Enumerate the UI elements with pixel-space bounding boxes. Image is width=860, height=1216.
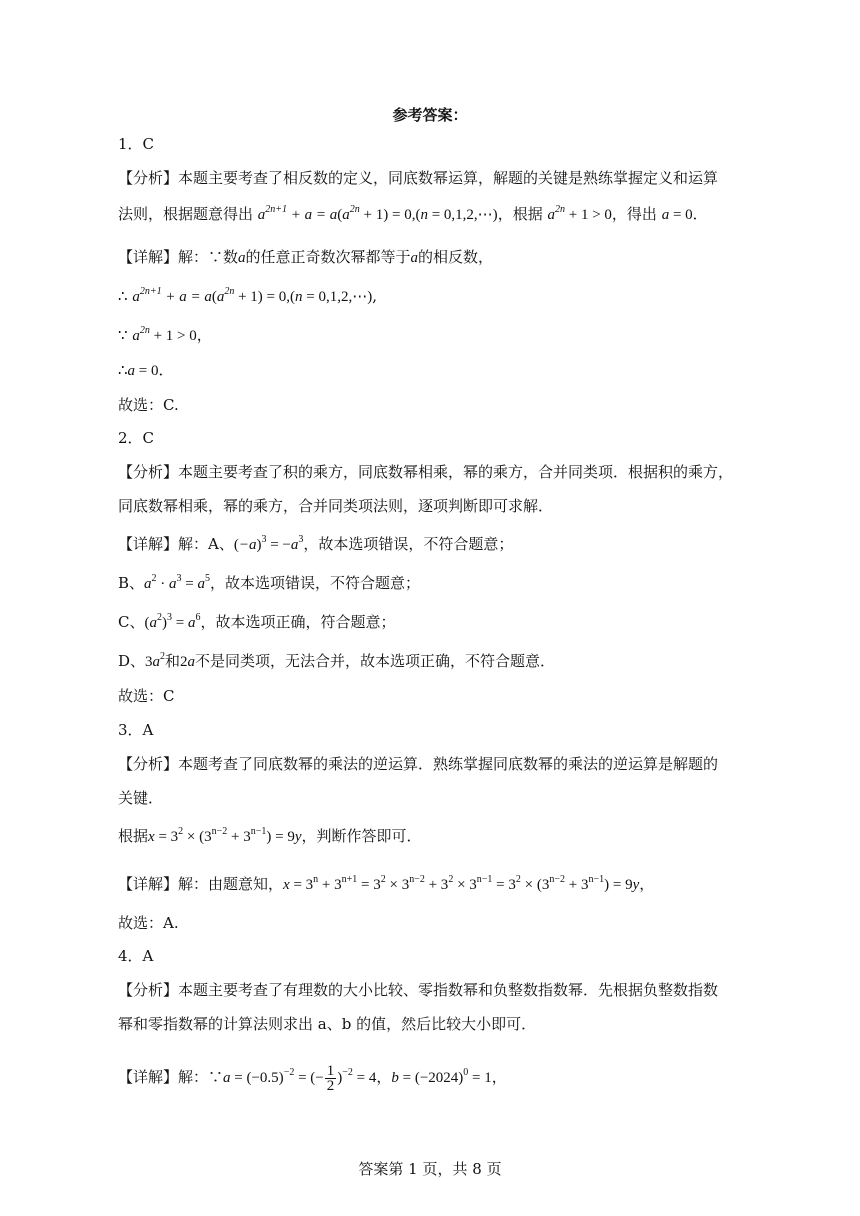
q4-number: 4．A	[118, 947, 154, 965]
q1-detail-conclusion: ∴a = 0．	[118, 361, 174, 379]
page-footer: 答案第 1 页，共 8 页	[358, 1160, 502, 1178]
q1-formula-positive: $a^{2n} + 1 > 0$	[547, 204, 612, 223]
q1-choose: 故选：C.	[118, 396, 179, 414]
q3-analysis-line2: 关键．	[118, 789, 164, 807]
q1-detail-therefore: ∴ $a^{2n+1} + a = a(a^{2n} + 1) = 0,(n$ = 0,1,2,⋯),	[118, 286, 377, 305]
q1-analysis-line1: 【分析】本题主要考查了相反数的定义，同底数幂运算，解题的关键是熟练掌握定义和运算	[118, 169, 719, 187]
q2-option-a: 【详解】解：A、$(-a)^3 = -a^3$，故本选项错误，不符合题意；	[118, 534, 514, 553]
q3-detail: 【详解】解：由题意知，$x = 3^n + 3^{n+1} = 3^2 \times 3^{n-2} + 3^2 \times 3^{n-1} = 3^2 \times (3^{n-2} + 3^{n-1}) = 9y$，	[118, 874, 655, 893]
page-title: 参考答案：	[392, 106, 468, 124]
q1-formula-expansion: $a^{2n+1} + a = a(a^{2n} + 1) = 0,(n$ = 0,1,2,⋯)	[257, 204, 498, 223]
q2-analysis-line1: 【分析】本题主要考查了积的乘方，同底数幂相乘，幂的乘方，合并同类项．根据积的乘方，	[118, 463, 734, 481]
q1-formula-result: a = 0	[661, 207, 693, 223]
q2-number: 2．C	[118, 429, 155, 447]
q2-option-c: C、$(a^2)^3 = a^6$，故本选项正确，符合题意；	[118, 612, 396, 631]
q3-number: 3．A	[118, 721, 154, 739]
q2-option-d: D、$3a^2$和2a不是同类项，无法合并，故本选项正确，不符合题意．	[118, 651, 556, 670]
q1-analysis-line2: 法则，根据题意得出 $a^{2n+1} + a = a(a^{2n} + 1) = 0,(n$ = 0,1,2,⋯)，根据 $a^{2n} + 1 > 0$，得出 a = 0．	[118, 204, 708, 223]
q4-analysis-line2: 幂和零指数幂的计算法则求出 a、b 的值，然后比较大小即可．	[118, 1015, 537, 1033]
q2-option-b: B、$a^2 \cdot a^3 = a^5$，故本选项错误，不符合题意；	[118, 573, 421, 592]
q3-analysis-line1: 【分析】本题考查了同底数幂的乘法的逆运算．熟练掌握同底数幂的乘法的逆运算是解题的	[118, 755, 719, 773]
q4-analysis-line1: 【分析】本题主要考查了有理数的大小比较、零指数幂和负整数指数幂．先根据负整数指数	[118, 981, 719, 999]
q1-detail-because: ∵ $a^{2n} + 1 > 0$，	[118, 325, 212, 344]
q1-detail-line1: 【详解】解：∵数a的任意正奇数次幂都等于a的相反数，	[118, 248, 494, 266]
q2-choose: 故选：C	[118, 687, 175, 705]
q4-detail: 【详解】解：∵a = $(-0.5)^{-2}$ = (− $\frac{1}{2}$ )$^{-2}$ = 4，$b = (-2024)^0 = 1$，	[118, 1063, 507, 1095]
q1-number: 1．C	[118, 135, 155, 153]
q3-basis: 根据$x = 3^2 \times (3^{n-2} + 3^{n-1}) = 9y$，判断作答即可．	[118, 826, 422, 845]
q2-analysis-line2: 同底数幂相乘，幂的乘方，合并同类项法则，逐项判断即可求解．	[118, 497, 554, 515]
q3-choose: 故选：A.	[118, 914, 179, 932]
